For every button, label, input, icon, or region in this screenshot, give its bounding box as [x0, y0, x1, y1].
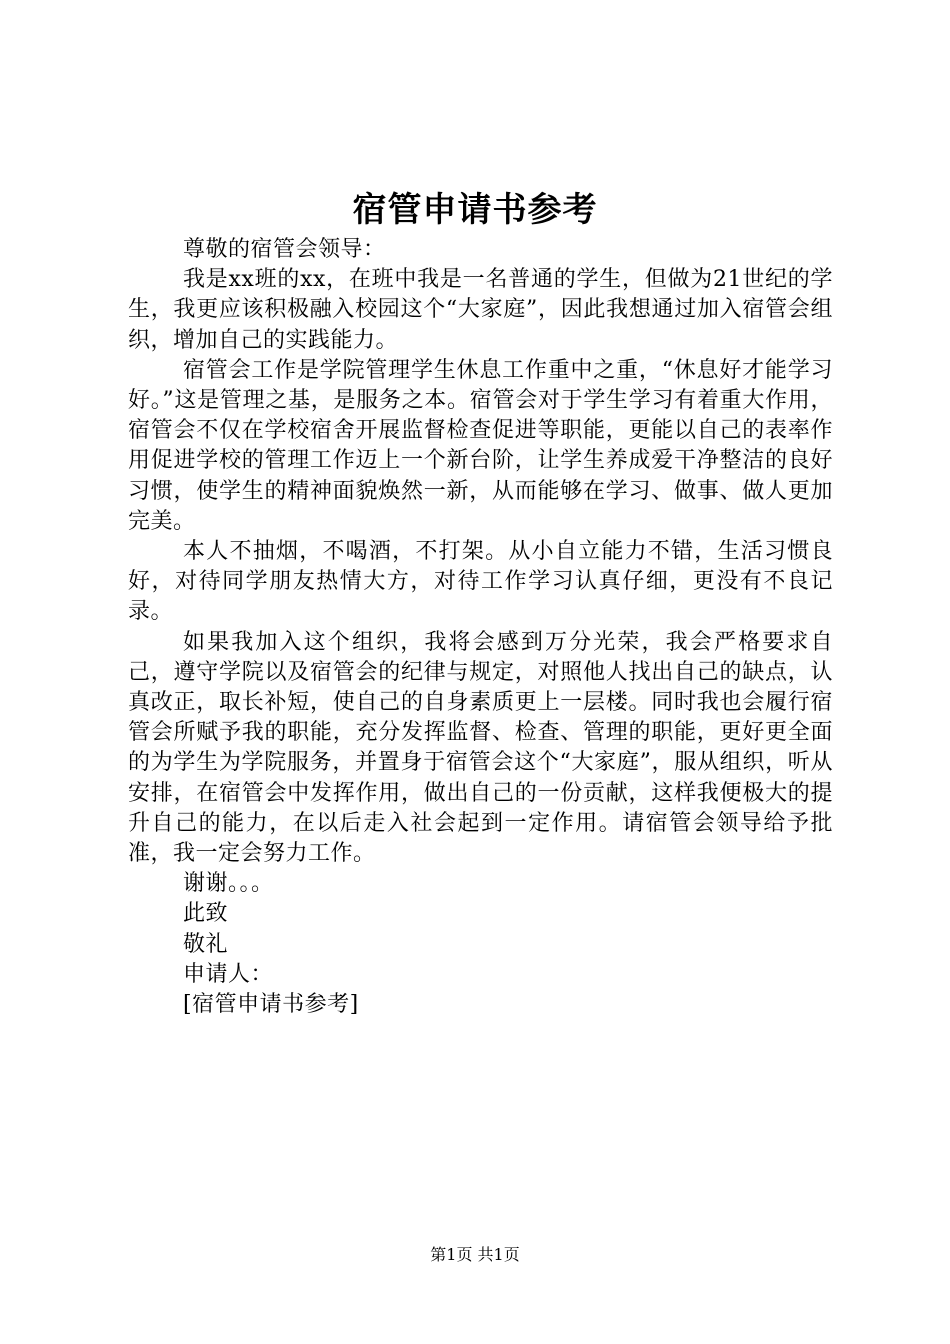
closing-line-2: 敬礼 — [183, 931, 229, 957]
paragraph-2: 宿管会工作是学院管理学生休息工作重中之重，“休息好才能学习好。”这是管理之基，是服务之本。宿管会对于学生学习有着重大作用，宿管会不仅在学校宿舍开展监督检查促进等职能，更能以自己的表率作用促进学校的管理工作迈上一个新台阶，让学生养成爱干净整洁的良好习惯，使学生的精神面貌焕然一新，从而能够在学习、做事、做人更加完美。 — [128, 357, 833, 534]
thanks-line: 谢谢。。。 — [183, 871, 274, 897]
document-title: 宿管申请书参考 — [352, 190, 598, 230]
salutation: 尊敬的宿管会领导： — [183, 237, 386, 262]
document-body — [128, 235, 833, 1020]
paragraph-1: 我是xx班的xx，在班中我是一名普通的学生，但做为21世纪的学生，我更应该积极融入校园这个“大家庭”，因此我想通过加入宿管会组织，增加自己的实践能力。 — [128, 267, 833, 353]
closing-line-1: 此致 — [183, 901, 229, 927]
document-tag: [宿管申请书参考] — [183, 992, 359, 1018]
paragraph-3: 本人不抽烟，不喝酒，不打架。从小自立能力不错，生活习惯良好，对待同学朋友热情大方，对待工作学习认真仔细，更没有不良记录。 — [128, 539, 833, 625]
page-footer: 第1页 共1页 — [430, 1245, 520, 1264]
applicant-line: 申请人： — [183, 961, 274, 987]
paragraph-4: 如果我加入这个组织，我将会感到万分光荣，我会严格要求自己，遵守学院以及宿管会的纪律与规定，对照他人找出自己的缺点，认真改正，取长补短，使自己的自身素质更上一层楼。同时我也会履行宿管会所赋予我的职能，充分发挥监督、检查、管理的职能，更好更全面的为学生为学院服务，并置身于宿管会这个“大家庭”，服从组织，听从安排，在宿管会中发挥作用，做出自己的一份贡献，这样我便极大的提升自己的能力，在以后走入社会起到一定作用。请宿管会领导给予批准，我一定会努力工作。 — [128, 629, 833, 867]
